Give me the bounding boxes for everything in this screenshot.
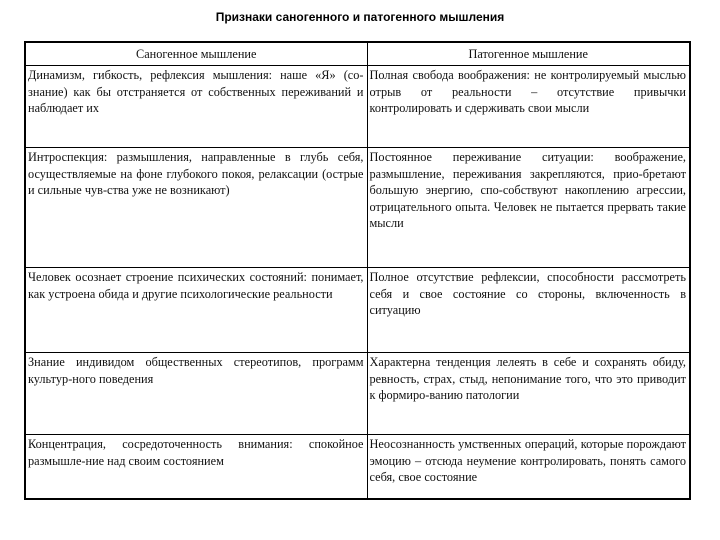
table-header-row — [25, 42, 690, 66]
sanogenic-cell: Знание индивидом общественных стереотипов, программ культур-ного поведения — [25, 353, 367, 435]
pathogenic-cell: Полная свобода воображения: не контролируемый мыслью отрыв от реальности – отсутствие привычки контролировать и сдерживать свои мысли — [367, 66, 690, 148]
comparison-table — [24, 41, 691, 500]
pathogenic-cell: Постоянное переживание ситуации: воображение, размышление, переживания закрепляются, прио-бретают большую энергию, спо-собствуют накоплению агрессии, отрицательного опыта. Человек не пытается прервать такие мысли — [367, 148, 690, 268]
page-title: Признаки саногенного и патогенного мышления — [215, 10, 505, 24]
sanogenic-cell: Человек осознает строение психических состояний: понимает, как устроена обида и другие психологические реальности — [25, 268, 367, 353]
table-row — [25, 353, 690, 435]
table-row — [25, 435, 690, 499]
sanogenic-cell: Динамизм, гибкость, рефлексия мышления: наше «Я» (со-знание) как бы отстраняется от собственных переживаний и наблюдает их — [25, 66, 367, 148]
sanogenic-cell: Концентрация, сосредоточенность внимания: спокойное размышле-ние над своим состоянием — [25, 435, 367, 499]
sanogenic-cell: Интроспекция: размышления, направленные в глубь себя, осуществляемые на фоне глубокого покоя, релаксации (острые и сильные чув-ства уже не возникают) — [25, 148, 367, 268]
table-row — [25, 148, 690, 268]
pathogenic-cell: Характерна тенденция лелеять в себе и сохранять обиду, ревность, страх, стыд, непонимание того, что это приводит к формиро-ванию патологии — [367, 353, 690, 435]
header-pathogenic: Патогенное мышление — [367, 42, 690, 66]
pathogenic-cell: Неосознанность умственных операций, которые порождают эмоцию – отсюда неумение контролировать, понять самого себя, свое состояние — [367, 435, 690, 499]
pathogenic-cell: Полное отсутствие рефлексии, способности рассмотреть себя и свое состояние со стороны, включенность в ситуацию — [367, 268, 690, 353]
table-row — [25, 268, 690, 353]
header-sanogenic: Саногенное мышление — [25, 42, 367, 66]
table-row — [25, 66, 690, 148]
